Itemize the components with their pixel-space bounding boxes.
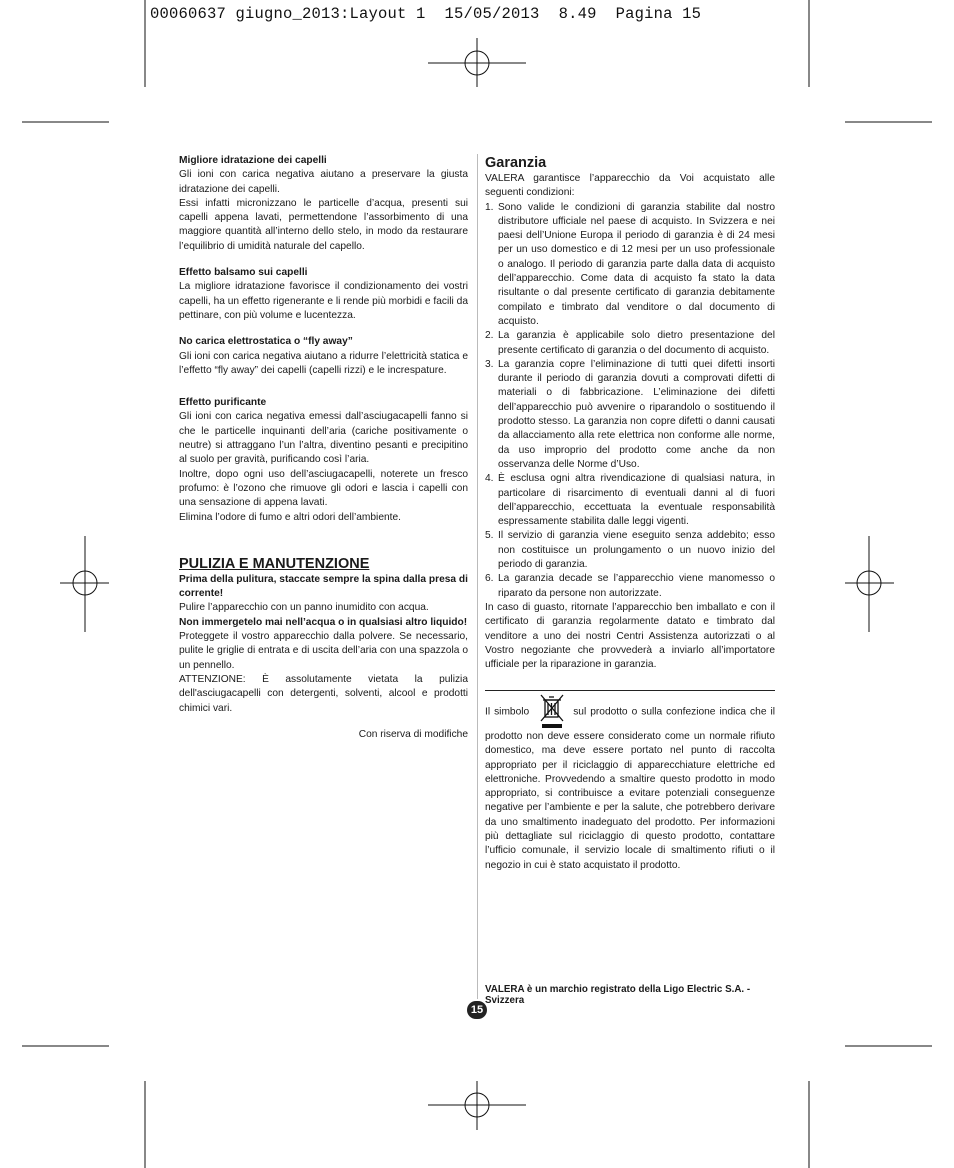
weee-bin-icon	[539, 694, 565, 730]
separator-line	[485, 690, 775, 691]
paragraph: Pulire l’apparecchio con un panno inumidito con acqua.	[179, 602, 429, 614]
list-item: 1. Sono valide le condizioni di garanzia stabilite dal nostro distributore ufficiale nel paese di acquisto. In Svizzera e nei paesi dell’Unione Europa il periodo di garanzia è di 24 mesi per un uso domestico e di 12 mesi per un uso professionale o analogo. Il periodo di garanzia parte dalla data di acquisto dell’apparecchio. Come data di acquisto fa stato la data risultante o dal presente certificato di garanzia debitamente compilato e timbrato dal venditore o dal documento di acquisto.	[485, 201, 775, 327]
section-heading: No carica elettrostatica o “fly away”	[179, 336, 353, 348]
right-column	[485, 154, 775, 672]
list-item: 6. La garanzia decade se l’apparecchio viene manomesso o riparato da persone non autorizzate.	[485, 573, 775, 599]
paragraph: Gli ioni con carica negativa emessi dall’asciugacapelli fanno si che le particelle inquinanti dell’aria (cariche positivamente o neutre) si attraggano l’un l’altra, diventino pesanti e precipitino al suolo per gravità, purificando così l’aria.	[179, 411, 468, 466]
garanzia-title: Garanzia	[485, 155, 547, 171]
section-heading: Effetto purificante	[179, 397, 267, 409]
symbol-post: sul prodotto o sulla confezione indica che il prodotto non deve essere considerato come un normale rifiuto domestico, ma deve essere portato nel punto di raccolta appropriato per il riciclaggio di apparecchiature elettriche ed elettroniche. Provvedendo a smaltire questo prodotto in modo appropriato, si contribuisce a evitare potenziali conseguenze negative per l’ambiente e per la salute, che potrebbero derivare da uno smaltimento inadeguato del prodotto. Per informazioni più dettagliate sul riciclaggio di questo prodotto, contattare l’ufficio comunale, il servizio locale di smaltimento rifiuti o il negozio in cui è stato acquistato il prodotto.	[485, 706, 776, 871]
list-item: 4. È esclusa ogni altra rivendicazione di qualsiasi natura, in particolare di risarcimento di eventuali danni al di fuori dell’apparecchio, eccettuata la eventuale responsabilità espressamente stabilita dalle leggi vigenti.	[485, 473, 775, 528]
warranty-list	[485, 201, 775, 601]
trademark-footer: VALERA è un marchio registrato della Ligo Electric S.A. - Svizzera	[485, 984, 751, 1006]
page-number: 15	[467, 1001, 487, 1019]
warning-bold: Non immergetelo mai nell’acqua o in qualsiasi altro liquido!	[179, 616, 468, 628]
paragraph: Proteggete il vostro apparecchio dalla polvere. Se necessario, pulite le griglie di entrata e di uscita dell’aria con una spazzola o un pennello.	[179, 631, 468, 671]
symbol-pre: Il simbolo	[485, 706, 530, 718]
paragraph: VALERA garantisce l’apparecchio da Voi acquistato alle seguenti condizioni:	[485, 173, 775, 199]
pulizia-title: PULIZIA E MANUTENZIONE	[179, 555, 370, 572]
paragraph: Elimina l’odore di fumo e altri odori dell’ambiente.	[179, 511, 401, 523]
section-heading: Effetto balsamo sui capelli	[179, 267, 308, 279]
left-column	[179, 154, 468, 742]
paragraph: La migliore idratazione favorisce il condizionamento dei vostri capelli, ha un effetto rigenerante e li rende più morbidi e facili da pettinare, con più volume e lucentezza.	[179, 281, 468, 321]
list-item: 5. Il servizio di garanzia viene eseguito senza addebito; esso non costituisce un prolungamento o un nuovo inizio del periodo di garanzia.	[485, 530, 775, 571]
section-heading: Migliore idratazione dei capelli	[179, 155, 327, 166]
column-divider	[477, 154, 478, 999]
riserva-note: Con riserva di modifiche	[358, 728, 468, 740]
paragraph: Inoltre, dopo ogni uso dell’asciugacapelli, noterete un fresco profumo: è l’ozono che rimuove gli odori e lascia i capelli con una sensazione di appena lavati.	[179, 468, 468, 509]
paragraph: In caso di guasto, ritornate l’apparecchio ben imballato e con il certificato di garanzia regolarmente datato e timbrato dal venditore a uno dei nostri Centri Assistenza autorizzati o al Vostro negoziante che provvederà a inviarlo all’importatore ufficiale per la riparazione in garanzia.	[485, 601, 775, 671]
weee-notice	[485, 694, 775, 873]
warning-bold: Prima della pulitura, staccate sempre la spina dalla presa di corrente!	[179, 573, 468, 600]
paragraph: Essi infatti micronizzano le particelle d’acqua, presenti sui capelli appena lavati, permettendone l’assorbimento di una maggiore quantità all’interno dello stelo, in modo da restaurare l’equilibrio di umidità naturale del capello.	[179, 197, 468, 252]
list-item: 3. La garanzia copre l’eliminazione di tutti quei difetti insorti durante il periodo di garanzia dovuti a comprovati difetti di materiali o di fabbricazione. L’eliminazione dei difetti dell’apparecchio può avvenire o riparandolo o sostituendo il prodotto stesso. La garanzia non copre difetti o danni causati da allacciamento alla rete elettrica non conforme alle norme, da uso improprio del prodotto come anche da non osservanza delle Norme d’Uso.	[485, 358, 775, 470]
paragraph: Gli ioni con carica negativa aiutano a ridurre l’elettricità statica e l’effetto “fly away” dei capelli (capelli rizzi) e le increspature.	[179, 350, 468, 376]
list-item: 2. La garanzia è applicabile solo dietro presentazione del presente certificato di garanzia o del documento di acquisto.	[485, 330, 775, 356]
paragraph: Gli ioni con carica negativa aiutano a preservare la giusta idratazione dei capelli.	[179, 169, 468, 195]
paragraph: ATTENZIONE: È assolutamente vietata la pulizia dell'asciugacapelli con detergenti, solventi, alcool e prodotti chimici vari.	[179, 673, 468, 714]
print-slug: 00060637 giugno_2013:Layout 1 15/05/2013 8.49 Pagina 15	[150, 5, 702, 23]
